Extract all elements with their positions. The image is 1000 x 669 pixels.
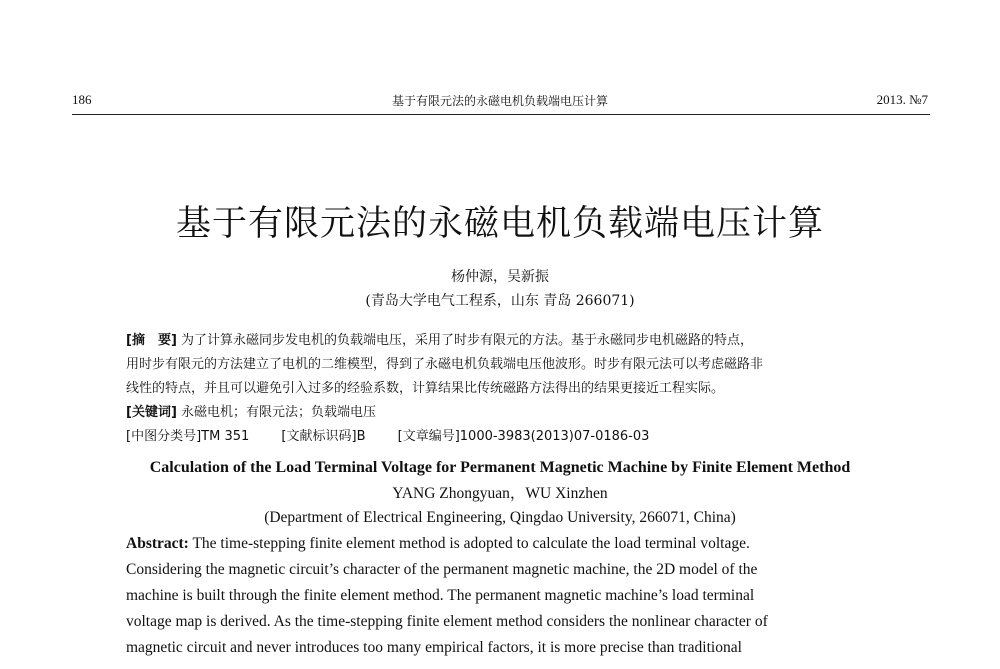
issue-number: 2013. №7	[876, 92, 928, 107]
abstract-en-line-3: machine is built through the finite element method. The permanent magnetic machine’s load terminal	[126, 587, 755, 604]
authors-cn: 杨仲源，吴新振	[451, 269, 549, 285]
header-rule	[72, 114, 930, 115]
title-cn: 基于有限元法的永磁电机负载端电压计算	[175, 204, 824, 244]
abstract-en-line-5: magnetic circuit and never introduces too many empirical factors, it is more precise than traditional	[126, 639, 742, 656]
article-id: 1000-3983(2013)07-0186-03	[459, 429, 650, 444]
affiliation-en: (Department of Electrical Engineering, Qingdao University, 266071, China)	[264, 509, 736, 526]
title-en: Calculation of the Load Terminal Voltage for Permanent Magnetic Machine by Finite Element Method	[149, 459, 851, 476]
classification-line: [中图分类号]TM 351 [文献标识码]B [文章编号]1000-3983(2013)07-0186-03	[126, 429, 650, 444]
running-title: 基于有限元法的永磁电机负载端电压计算	[391, 94, 608, 108]
authors-en: YANG Zhongyuan，WU Xinzhen	[392, 485, 608, 502]
abstract-cn-label: [摘 要]	[126, 333, 177, 348]
abstract-en-line-4: voltage map is derived. As the time-stepping finite element method considers the nonlinear character of	[126, 613, 768, 630]
abstract-en-line-1: Abstract: The time-stepping finite element method is adopted to calculate the load terminal voltage.	[126, 535, 750, 552]
abstract-en-line-2: Considering the magnetic circuit’s character of the permanent magnetic machine, the 2D model of the	[126, 561, 758, 578]
doc-code: B	[356, 429, 366, 444]
clc-code: TM 351	[201, 429, 250, 444]
keywords-text: 永磁电机；有限元法；负载端电压	[181, 405, 377, 420]
abstract-cn	[126, 329, 874, 449]
abstract-cn-line-2: 用时步有限元的方法建立了电机的二维模型，得到了永磁电机负载端电压他波形。时步有限元法可以考虑磁路非	[126, 357, 764, 372]
abstract-en	[126, 531, 874, 661]
abstract-cn-line-1: [摘 要] 为了计算永磁同步发电机的负载端电压，采用了时步有限元的方法。基于永磁同步电机磁路的特点，	[126, 333, 754, 348]
abstract-en-label: Abstract:	[126, 535, 189, 552]
affiliation-cn: (青岛大学电气工程系，山东 青岛 266071)	[365, 293, 635, 309]
abstract-cn-line-3: 线性的特点，并且可以避免引入过多的经验系数，计算结果比传统磁路方法得出的结果更接近工程实际。	[126, 381, 725, 396]
keywords-cn	[126, 401, 874, 425]
page-number: 186	[72, 92, 92, 107]
keywords-label: [关键词]	[126, 405, 177, 420]
